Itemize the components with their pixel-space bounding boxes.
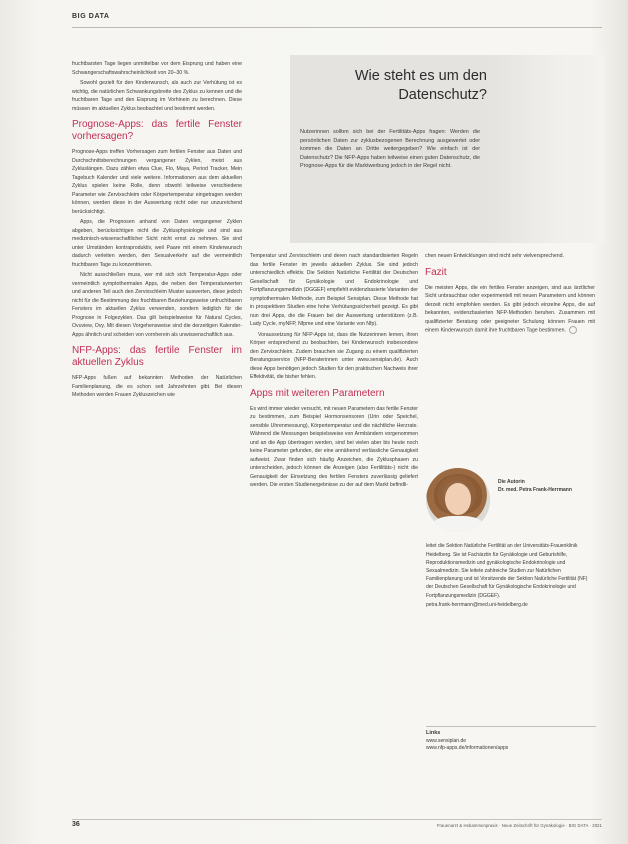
- left-paragraph-6: NFP-Apps fußen auf bekannten Methoden der Natürlichen Familienplanung, die es schon seit Jahrzehnten gibt. Bei diesen Methoden werden Frauen Zykluszeichen wie: [72, 375, 242, 398]
- heading-nfp-apps: NFP-Apps: das fertile Fenster im aktuellen Zyklus: [72, 345, 242, 368]
- author-bio: [498, 494, 596, 524]
- middle-column: [250, 252, 418, 492]
- author-contact[interactable]: petra.frank-herrmann@med.uni-heidelberg.de: [426, 601, 528, 608]
- left-paragraph-4: Apps, die Prognosen anhand von Daten vergangener Zyklen abgeben, berücksichtigen nicht die Zyklusphysiologie und sind aus medizinisch-wissenschaftlicher Sicht nicht ernst zu nehmen. Sie sind unter Umständen kontraproduktiv, weil Paare mit einem Kinderwunsch dadurch verleiten werden, den Sexualverkehr auf die vermeintlich fruchtbaren Tage zu konzentrieren.: [72, 219, 242, 268]
- links-rule: [426, 726, 596, 727]
- page-number: 36: [72, 821, 80, 828]
- heading-weitere-parameter: Apps mit weiteren Parametern: [250, 387, 385, 399]
- link-item-2[interactable]: www.nfp-apps.de/informationen/apps: [426, 745, 509, 751]
- fazit-text: Die meisten Apps, die ein fertiles Fenster anzeigen, sind aus ärztlicher Sicht unbrauchbar oder experimentell mit neuen Parametern und können derzeit nicht empfohlen werden. Es gibt jedoch einzelne Apps, die auf bekannten, evidenzbasierten NFP-Methoden beruhen. Zusammen mit qualifizierter Beratung oder geeigneter Schulung können Frauen mit einem Kinderwunsch damit ihre fruchtbaren Tage bestimmen.: [425, 284, 595, 334]
- box-title-line-1: Wie steht es um den: [354, 68, 487, 84]
- right-paragraph-1: chen neuen Entwicklungen sind nicht sehr vielversprechend.: [425, 253, 564, 259]
- author-block: [426, 478, 596, 609]
- heading-fazit: Fazit: [425, 266, 447, 278]
- left-paragraph-2: Sowohl gezielt für den Kinderwunsch, als auch zur Verhütung ist es wichtig, die natürlichen Schwankungsbreite des Zyklus zu kennen und die fruchtbaren Tage und den Eisprung im Vorhinein zu berechnen. Diese müssen im aktuellen Zyklus beobachtet und bestimmt werden.: [72, 80, 242, 112]
- links-box: [426, 726, 596, 753]
- right-column: [425, 252, 595, 337]
- section-header: BIG DATA: [72, 13, 110, 20]
- mid-paragraph-1: Temperatur und Zervixschleim und deren nach standardisierten Regeln das fertile Fenster im jeweils aktuellen Zyklus. Sie sind jedoch unterschiedlich effektiv. Die Sektion Natürliche Fertilität der Deutschen Gesellschaft für Gynäkologie und Endokrinologie und Fortpflanzungsmedizin (DGGEF) empfiehlt evidenzbasierte Varianten der symptothermalen Methode, zum Beispiel Sensiplan. Diese Methode hat in prospektiven Studien eine hohe Verhütungssicherheit gezeigt. Es gibt nun drei Apps, die die Frauen bei der Auswertung unterstützen (z.B. Lady Cycle, myNFP, Nfpme und eine Variante von Nfp).: [250, 253, 418, 327]
- box-text: Nutzerinnen sollten sich bei der Fertilitäts-Apps fragen: Werden die persönlichen Daten zur zyklusbezogenen Berechnung ausgewertet oder kommen die Daten an Dritte weitergegeben? Wie einfach ist der Datenschutz? Die NFP-Apps haben teilweise einen guten Datenschutz, die Prognose-Apps für die Marktwerbung jedoch in der Regel nicht.: [300, 129, 480, 169]
- box-fade: [487, 55, 605, 243]
- author-name: Dr. med. Petra Frank-Herrmann: [498, 487, 572, 494]
- mid-paragraph-2: Voraussetzung für NFP-Apps ist, dass die Nutzerinnen lernen, ihren Körper entsprechend zu beobachten, bei Kinderwunsch insbesondere den Zervixschleim. Zudem brauchen sie Zugang zu einem qualifizierten Beratungsservice (NFP-Beraterinnen unter www.sensiplan.de). Auch diese Apps benötigen jedoch Studien für den praktischen Nachweis ihrer Effektivität, die bisher fehlen.: [250, 331, 418, 380]
- author-bio-text: leitet die Sektion Natürliche Fertilität an der Universitäts-Frauenklinik Heidelberg. Sie ist Fachärztin für Gynäkologie und Geburtshilfe, Reproduktionsmedizin und gynäkologische Endokrinologie und Sexualmedizin. Sie leitete zahlreiche Studien zur Natürlichen Familienplanung und ist Vorsitzende der Sektion Natürliche Fertilität (NF) der Deutschen Gesellschaft für Gynäkologische Endokrinologie und Fortpflanzungsmedizin (DGGEF).: [426, 543, 588, 599]
- box-title: [267, 67, 487, 105]
- box-title-line-2: Datenschutz?: [398, 87, 487, 103]
- heading-prognose-apps: Prognose-Apps: das fertile Fenster vorhersagen?: [72, 119, 242, 142]
- author-label: Die Autorin: [498, 479, 525, 485]
- datenschutz-box: [290, 55, 605, 243]
- left-paragraph-1: fruchtbarsten Tage liegen unmittelbar vor dem Eisprung und haben eine Schwangerschaftswahrscheinlichkeit von 20–30 %.: [72, 61, 242, 76]
- left-paragraph-5: Nicht ausschließen muss, wer mit sich sich Temperatur-Apps oder vermeintlich symptothermalen Apps, die neben den Temperaturwerten und anderen Teil auch den Zervixschleim Muster auswerten, diese jedoch nicht für die Bestimmung des fruchtbaren Beziehungsweise unfruchtbaren Fensters im aktuellen Zyklus verwenden, sondern lediglich für die Prognose in Folgezyklen. Das gilt beispielsweise für Natural Cycles, Ovuview, Ovy. Mit diesen Vorgehensweise sind die derzeitigen Kalender-Apps ähnlich und scheiden von vornherein als unwissenschaftlich aus.: [72, 272, 242, 338]
- link-item-1[interactable]: www.sensiplan.de: [426, 737, 467, 744]
- header-rule: [72, 27, 602, 28]
- left-column: [72, 60, 242, 402]
- footer-rule: [72, 819, 602, 820]
- mid-paragraph-3: Es wird immer wieder versucht, mit neuen Parametern das fertile Fenster zu bestimmen, zum Beispiel Hormonsensoren (Urin oder Speichel, sensible Uhrenmessung), Körpertemperatur und die nächtliche Herzrate. Während die Messungen beispielsweise von Armbändern vorgenommen und an die App übertragen werden, sind bei vielen aber bis heute noch keine Parameter gefunden, der eine annähernd verlässliche Genauigkeit aufweist. Zwar finden sich häufig Anzeichen, die Zyklusphasen zu unterscheiden, jedoch können die Anzeigen (also Fertilitäts-) nicht die Genauigkeit der Einsetzung des fertilen Fensters zuverlässig geliefert werden. Die ersten Studienergebnisse zu der auf dem Markt befindli-: [250, 405, 418, 488]
- left-paragraph-3: Prognose-Apps treffen Vorhersagen zum fertilen Fenster aus Daten und Durchschnittsberechnungen vergangener Zyklen, meist aus Zykluslängen. Dazu zählen etwa Clue, Flo, Maya, Period Tracker, Mein Tagebuch Kalender und viele weitere. Informationen aus dem aktuellen Zyklus spielen keine Rolle, denn obwohl teilweise verschiedene Parameter wie Zervixschleim oder Körpertemperatur eingetragen werden können, werden diese in der Auswertung nicht oder nur unzureichend berücksichtigt.: [72, 149, 242, 215]
- links-title: Links: [426, 730, 441, 736]
- end-mark-icon: [569, 326, 577, 334]
- right-paragraph-2: [425, 284, 595, 335]
- footer-citation: Frauenarzt & Hebammenpraxis · Neue Zeitschrift für Gynäkologie · BIG DATA · 2021: [436, 823, 602, 828]
